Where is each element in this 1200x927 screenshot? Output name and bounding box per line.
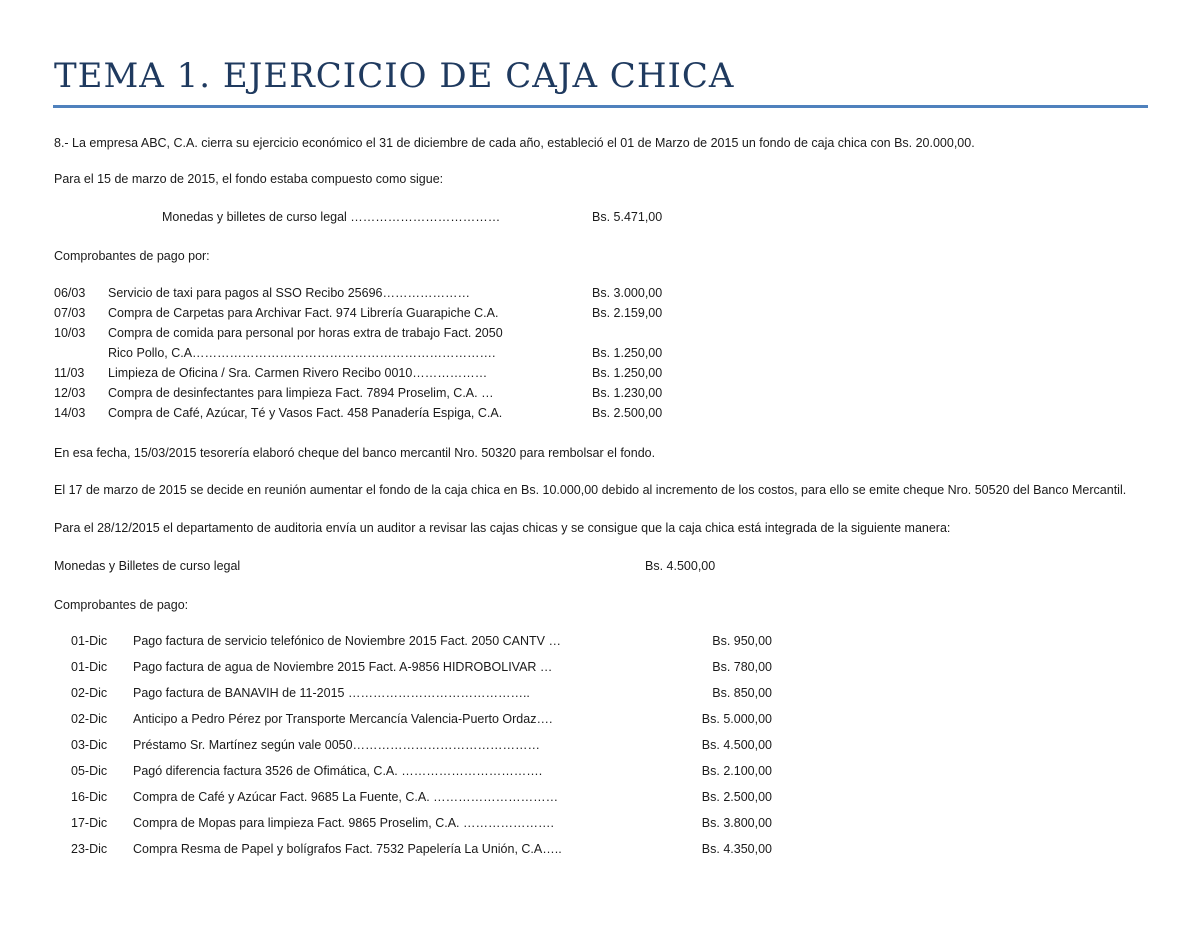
march-item-desc: Compra de desinfectantes para limpieza Fact. 7894 Proselim, C.A. … xyxy=(108,386,494,400)
reimburse-paragraph: En esa fecha, 15/03/2015 tesorería elaboró cheque del banco mercantil Nro. 50320 para rembolsar el fondo. xyxy=(54,446,656,460)
dec-item-date: 23-Dic xyxy=(71,842,108,856)
dec-item-amount: Bs. 850,00 xyxy=(712,686,772,700)
dec-item-date: 03-Dic xyxy=(71,738,108,752)
dec-item-date: 05-Dic xyxy=(71,764,108,778)
dec-vouchers-label: Comprobantes de pago: xyxy=(54,598,189,612)
audit-paragraph: Para el 28/12/2015 el departamento de auditoria envía un auditor a revisar las cajas chicas y se consigue que la caja chica está integrada de la siguiente manera: xyxy=(54,521,951,535)
dec-item-date: 17-Dic xyxy=(71,816,108,830)
march-item-date: 11/03 xyxy=(54,366,85,380)
dec-item-amount: Bs. 950,00 xyxy=(712,634,772,648)
march-item-desc: Compra de comida para personal por horas extra de trabajo Fact. 2050 xyxy=(108,326,503,340)
dec-item-amount: Bs. 780,00 xyxy=(712,660,772,674)
march-item-amount: Bs. 2.159,00 xyxy=(592,306,663,320)
increase-paragraph: El 17 de marzo de 2015 se decide en reunión aumentar el fondo de la caja chica en Bs. 10.000,00 debido al incremento de los costos, para ello se emite cheque Nro. 50520 del Banco Mercantil. xyxy=(54,483,1127,497)
dec-item-desc: Compra Resma de Papel y bolígrafos Fact. 7532 Papelería La Unión, C.A….. xyxy=(133,842,562,856)
march-item-desc: Compra de Café, Azúcar, Té y Vasos Fact. 458 Panadería Espiga, C.A. xyxy=(108,406,503,420)
march-item-desc: Limpieza de Oficina / Sra. Carmen Rivero Recibo 0010……………… xyxy=(108,366,488,380)
march-item-date: 10/03 xyxy=(54,326,86,340)
dec-item-desc: Compra de Café y Azúcar Fact. 9685 La Fuente, C.A. ………………………… xyxy=(133,790,559,804)
march-item-desc: Compra de Carpetas para Archivar Fact. 974 Librería Guarapiche C.A. xyxy=(108,306,499,320)
march-cash-amount: Bs. 5.471,00 xyxy=(592,210,663,224)
dec-item-desc: Pagó diferencia factura 3526 de Ofimática, C.A. ……………………………. xyxy=(133,764,543,778)
march-item-amount: Bs. 3.000,00 xyxy=(592,286,663,300)
march-item-date: 07/03 xyxy=(54,306,86,320)
march-item-date: 12/03 xyxy=(54,386,86,400)
march-vouchers-label: Comprobantes de pago por: xyxy=(54,249,210,263)
dec-item-date: 01-Dic xyxy=(71,634,108,648)
dec-item-amount: Bs. 4.350,00 xyxy=(701,842,772,856)
march15-intro: Para el 15 de marzo de 2015, el fondo estaba compuesto como sigue: xyxy=(54,172,444,186)
march-item-amount: Bs. 1.250,00 xyxy=(592,366,663,380)
dec-item-amount: Bs. 2.500,00 xyxy=(701,790,772,804)
dec-item-amount: Bs. 5.000,00 xyxy=(701,712,772,726)
title-underline xyxy=(53,105,1148,108)
dec-item-date: 16-Dic xyxy=(71,790,108,804)
dec-item-date: 02-Dic xyxy=(71,712,108,726)
march-item-desc: Servicio de taxi para pagos al SSO Recibo 25696………………… xyxy=(108,286,470,300)
dec-item-desc: Préstamo Sr. Martínez según vale 0050……………………………………… xyxy=(133,738,541,752)
march-cash-label: Monedas y billetes de curso legal ……………………………… xyxy=(162,210,501,224)
dec-item-desc: Pago factura de agua de Noviembre 2015 Fact. A-9856 HIDROBOLIVAR … xyxy=(133,660,553,674)
dec-item-amount: Bs. 4.500,00 xyxy=(701,738,772,752)
intro-paragraph: 8.- La empresa ABC, C.A. cierra su ejercicio económico el 31 de diciembre de cada año, estableció el 01 de Marzo de 2015 un fondo de caja chica con Bs. 20.000,00. xyxy=(54,136,975,150)
march-item-date: 06/03 xyxy=(54,286,86,300)
march-item-amount: Bs. 1.230,00 xyxy=(592,386,663,400)
dec-item-desc: Pago factura de servicio telefónico de Noviembre 2015 Fact. 2050 CANTV … xyxy=(133,634,561,648)
dec-item-desc: Pago factura de BANAVIH de 11-2015 …………………………………….. xyxy=(133,686,530,700)
dec-item-date: 01-Dic xyxy=(71,660,108,674)
dec-cash-amount: Bs. 4.500,00 xyxy=(645,559,716,573)
march-item-amount: Bs. 1.250,00 xyxy=(592,346,663,360)
dec-item-desc: Anticipo a Pedro Pérez por Transporte Mercancía Valencia-Puerto Ordaz…. xyxy=(133,712,553,726)
march-item-date: 14/03 xyxy=(54,406,86,420)
march-item-amount: Bs. 2.500,00 xyxy=(592,406,663,420)
page-title: TEMA 1. EJERCICIO DE CAJA CHICA xyxy=(54,56,735,96)
dec-item-desc: Compra de Mopas para limpieza Fact. 9865 Proselim, C.A. …………………. xyxy=(133,816,554,830)
march-item-desc: Rico Pollo, C.A………………………………………………………………. xyxy=(108,346,496,360)
dec-item-amount: Bs. 3.800,00 xyxy=(701,816,772,830)
dec-item-amount: Bs. 2.100,00 xyxy=(701,764,772,778)
dec-item-date: 02-Dic xyxy=(71,686,108,700)
dec-cash-label: Monedas y Billetes de curso legal xyxy=(54,559,241,573)
